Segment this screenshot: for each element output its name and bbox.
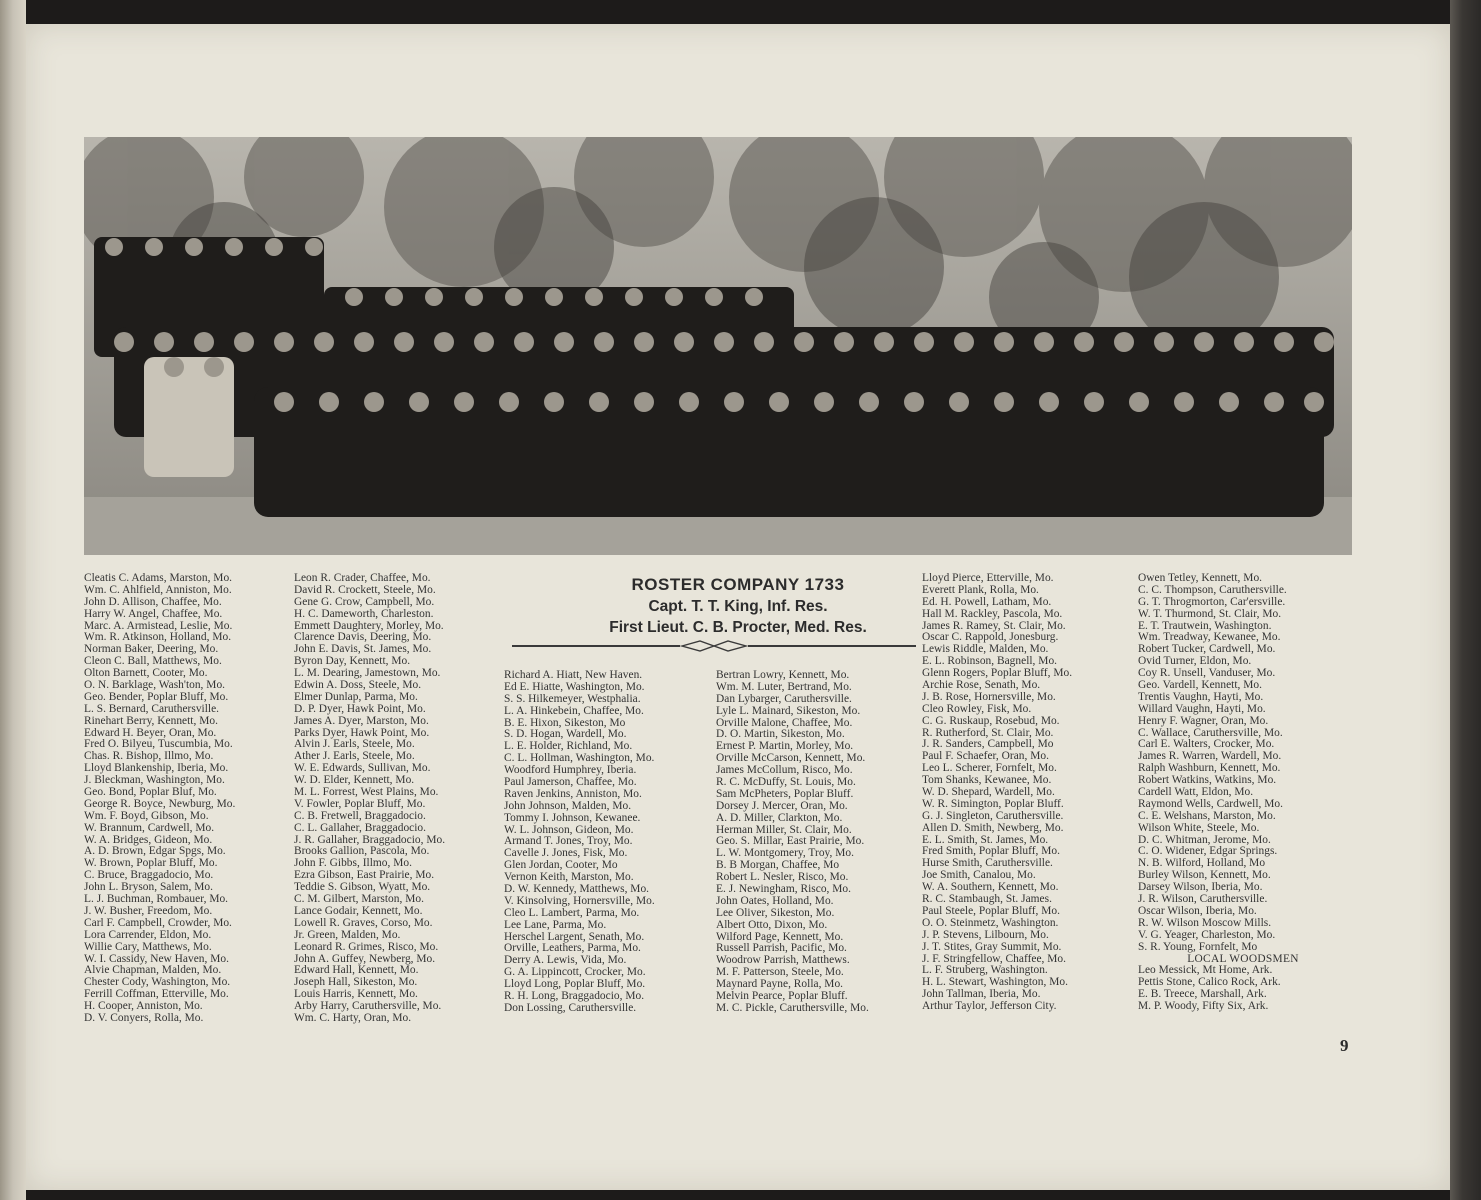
roster-entry: Alvin J. Earls, Steele, Mo. — [294, 739, 415, 751]
roster-entry: L. E. Holder, Richland, Mo. — [504, 741, 633, 753]
roster-entry: Bertran Lowry, Kennett, Mo. — [716, 670, 850, 681]
roster-entry: Chas. R. Bishop, Illmo, Mo. — [84, 751, 214, 763]
roster-entry: Brooks Gallion, Pascola, Mo. — [294, 846, 430, 858]
roster-entry: Fred O. Bilyeu, Tuscumbia, Mo. — [84, 739, 233, 751]
roster-entry: A. D. Brown, Edgar Spgs, Mo. — [84, 846, 226, 858]
roster-entry: Ezra Gibson, East Prairie, Mo. — [294, 870, 435, 882]
roster-entry: J. R. Sanders, Campbell, Mo — [922, 739, 1054, 751]
roster-entry: John L. Bryson, Salem, Mo. — [84, 882, 213, 894]
roster-entry: Ovid Turner, Eldon, Mo. — [1138, 656, 1252, 668]
roster-entry: Pettis Stone, Calico Rock, Ark. — [1138, 977, 1281, 989]
roster-entry: E. L. Robinson, Bagnell, Mo. — [922, 656, 1058, 668]
roster-entry: Harry W. Angel, Chaffee, Mo. — [84, 608, 223, 620]
roster-entry: D. O. Martin, Sikeston, Mo. — [716, 729, 845, 741]
roster-entry: M. L. Forrest, West Plains, Mo. — [294, 787, 439, 799]
roster-entry: Orville McCarson, Kennett, Mo. — [716, 753, 866, 765]
roster-entry: Cleo L. Lambert, Parma, Mo. — [504, 907, 640, 919]
roster-entry: Coy R. Unsell, Vanduser, Mo. — [1138, 668, 1276, 680]
ornamental-rule — [510, 640, 918, 652]
roster-entry: Wm. M. Luter, Bertrand, Mo. — [716, 681, 852, 693]
roster-entry: Dan Lybarger, Caruthersville. — [716, 693, 852, 705]
roster-entry: J. F. Stringfellow, Chaffee, Mo. — [922, 953, 1066, 965]
roster-entry: D. C. Whitman, Jerome, Mo. — [1138, 834, 1271, 846]
roster-entry: J. P. Stevens, Lilbourn, Mo. — [922, 929, 1049, 941]
roster-entry: D. V. Conyers, Rolla, Mo. — [84, 1012, 204, 1024]
roster-entry: C. L. Gallaher, Braggadocio. — [294, 822, 427, 834]
roster-entry: N. B. Wilford, Holland, Mo — [1138, 858, 1266, 870]
roster-entry: Wm. C. Harty, Oran, Mo. — [294, 1012, 412, 1024]
roster-entry: D. W. Kennedy, Matthews, Mo. — [504, 884, 650, 896]
roster-entry: Rinehart Berry, Kennett, Mo. — [84, 715, 218, 727]
roster-entry: Robert Watkins, Watkins, Mo. — [1138, 775, 1277, 787]
roster-column-5 — [922, 573, 1136, 1013]
roster-entry: Raven Jenkins, Anniston, Mo. — [504, 788, 642, 800]
roster-entry: John Oates, Holland, Mo. — [716, 895, 834, 907]
roster-entry: Edward Hall, Kennett, Mo. — [294, 965, 419, 977]
roster-entry: Armand T. Jones, Troy, Mo. — [504, 836, 633, 848]
roster-entry: G. A. Lippincott, Crocker, Mo. — [504, 967, 646, 979]
roster-entry: W. I. Cassidy, New Haven, Mo. — [84, 953, 229, 965]
roster-entry: Emmett Daughtery, Morley, Mo. — [294, 620, 444, 632]
roster-entry: Melvin Pearce, Poplar Bluff. — [716, 991, 848, 1003]
roster-entry: J. Bleckman, Washington, Mo. — [84, 775, 225, 787]
group-photo-illustration — [84, 137, 1352, 555]
roster-entry: M. F. Patterson, Steele, Mo. — [716, 967, 844, 979]
roster-entry: Oscar Wilson, Iberia, Mo. — [1138, 905, 1257, 917]
roster-entry: Owen Tetley, Kennett, Mo. — [1138, 573, 1263, 584]
roster-entry: C. M. Gilbert, Marston, Mo. — [294, 894, 424, 906]
roster-entry: Wilford Page, Kennett, Mo. — [716, 931, 844, 943]
roster-entry: Darsey Wilson, Iberia, Mo. — [1138, 882, 1263, 894]
roster-entry: Lloyd Pierce, Etterville, Mo. — [922, 573, 1054, 584]
roster-entry: W. D. Elder, Kennett, Mo. — [294, 775, 415, 787]
roster-entry: B. B Morgan, Chaffee, Mo — [716, 860, 840, 872]
roster-entry: C. Bruce, Braggadocio, Mo. — [84, 870, 214, 882]
roster-entry: Wm. R. Atkinson, Holland, Mo. — [84, 632, 232, 644]
roster-entry: Russell Parrish, Pacific, Mo. — [716, 943, 847, 955]
roster-entry: Albert Otto, Dixon, Mo. — [716, 919, 828, 931]
roster-subheading: LOCAL WOODSMEN — [1187, 953, 1299, 965]
roster-entry: James A. Dyer, Marston, Mo. — [294, 715, 429, 727]
roster-entry: B. E. Hixon, Sikeston, Mo — [504, 717, 626, 729]
roster-entry: O. O. Steinmetz, Washington. — [922, 917, 1059, 929]
roster-entry: L. F. Struberg, Washington. — [922, 965, 1048, 977]
roster-entry: Wm. F. Boyd, Gibson, Mo. — [84, 810, 209, 822]
roster-entry: C. E. Welshans, Marston, Mo. — [1138, 810, 1276, 822]
roster-entry: James R. Warren, Wardell, Mo. — [1138, 751, 1282, 763]
roster-entry: L. A. Hinkebein, Chaffee, Mo. — [504, 705, 644, 717]
roster-entry: W. A. Southern, Kennett, Mo. — [922, 882, 1059, 894]
roster-entry: Tommy I. Johnson, Kewanee. — [504, 812, 641, 824]
roster-entry: C. G. Ruskaup, Rosebud, Mo. — [922, 715, 1060, 727]
roster-entry: Lloyd Long, Poplar Bluff, Mo. — [504, 979, 646, 991]
roster-entry: Alvie Chapman, Malden, Mo. — [84, 965, 222, 977]
roster-entry: R. H. Long, Braggadocio, Mo. — [504, 991, 645, 1003]
roster-entry: S. R. Young, Fornfelt, Mo — [1138, 941, 1258, 953]
roster-entry: Wilson White, Steele, Mo. — [1138, 822, 1260, 834]
roster-entry: C. Wallace, Caruthersville, Mo. — [1138, 727, 1283, 739]
roster-entry: Arby Harry, Caruthersville, Mo. — [294, 1001, 442, 1013]
roster-entry: Everett Plank, Rolla, Mo. — [922, 584, 1039, 596]
roster-entry: Parks Dyer, Hawk Point, Mo. — [294, 727, 430, 739]
roster-entry: E. B. Treece, Marshall, Ark. — [1138, 989, 1267, 1001]
roster-column-3 — [504, 670, 714, 1015]
roster-entry: Teddie S. Gibson, Wyatt, Mo. — [294, 882, 431, 894]
roster-entry: Dorsey J. Mercer, Oran, Mo. — [716, 800, 848, 812]
roster-entry: J. R. Wilson, Caruthersville. — [1138, 894, 1268, 906]
roster-entry: E. J. Newingham, Risco, Mo. — [716, 884, 852, 896]
roster-entry: A. D. Miller, Clarkton, Mo. — [716, 812, 843, 824]
roster-entry: Olton Barnett, Cooter, Mo. — [84, 668, 208, 680]
roster-entry: Elmer Dunlap, Parma, Mo. — [294, 691, 418, 703]
roster-entry: Geo. Bond, Poplar Bluf, Mo. — [84, 787, 217, 799]
roster-entry: Carl E. Walters, Crocker, Mo. — [1138, 739, 1275, 751]
roster-entry: Leonard R. Grimes, Risco, Mo. — [294, 941, 439, 953]
roster-entry: W. R. Simington, Poplar Bluff. — [922, 798, 1064, 810]
roster-entry: Don Lossing, Caruthersville. — [504, 1002, 637, 1014]
roster-entry: Herschel Largent, Senath, Mo. — [504, 931, 645, 943]
roster-entry: Wm. C. Ahlfield, Anniston, Mo. — [84, 584, 232, 596]
roster-entry: W. Brown, Poplar Bluff, Mo. — [84, 858, 218, 870]
roster-entry: Byron Day, Kennett, Mo. — [294, 656, 411, 668]
roster-entry: Lewis Riddle, Malden, Mo. — [922, 644, 1049, 656]
roster-column-6 — [1138, 573, 1348, 1013]
roster-entry: H. C. Dameworth, Charleston. — [294, 608, 434, 620]
roster-entry: Norman Baker, Deering, Mo. — [84, 644, 219, 656]
roster-entry: Lloyd Blankenship, Iberia, Mo. — [84, 763, 229, 775]
roster-entry: Cavelle J. Jones, Fisk, Mo. — [504, 848, 628, 860]
roster-column-1 — [84, 573, 292, 1025]
roster-entry: Marc. A. Armistead, Leslie, Mo. — [84, 620, 233, 632]
roster-entry: Leo Messick, Mt Home, Ark. — [1138, 965, 1273, 977]
roster-entry: O. N. Barklage, Wash'ton, Mo. — [84, 680, 226, 692]
roster-entry: Edwin A. Doss, Steele, Mo. — [294, 680, 422, 692]
roster-entry: Woodford Humphrey, Iberia. — [504, 765, 637, 777]
roster-entry: Leon R. Crader, Chaffee, Mo. — [294, 573, 431, 584]
roster-entry: R. Rutherford, St. Clair, Mo. — [922, 727, 1054, 739]
roster-entry: M. P. Woody, Fifty Six, Ark. — [1138, 1001, 1269, 1013]
roster-entry: Geo. Vardell, Kennett, Mo. — [1138, 680, 1262, 692]
roster-entry: Derry A. Lewis, Vida, Mo. — [504, 955, 627, 967]
roster-entry: James McCollum, Risco, Mo. — [716, 765, 853, 777]
roster-entry: Fred Smith, Poplar Bluff, Mo. — [922, 846, 1061, 858]
roster-entry: Trentis Vaughn, Hayti, Mo. — [1138, 691, 1264, 703]
roster-entry: Gene G. Crow, Campbell, Mo. — [294, 596, 435, 608]
roster-entry: Cleo Rowley, Fisk, Mo. — [922, 703, 1032, 715]
roster-entry: Tom Shanks, Kewanee, Mo. — [922, 775, 1052, 787]
roster-entry: Hall M. Rackley, Pascola, Mo. — [922, 608, 1063, 620]
roster-entry: C. C. Thompson, Caruthersville. — [1138, 584, 1287, 596]
roster-entry: Robert L. Nesler, Risco, Mo. — [716, 872, 849, 884]
roster-entry: Ferrill Coffman, Etterville, Mo. — [84, 989, 229, 1001]
roster-entry: Herman Miller, St. Clair, Mo. — [716, 824, 852, 836]
roster-entry: Cardell Watt, Eldon, Mo. — [1138, 787, 1254, 799]
roster-entry: J. B. Rose, Hornersville, Mo. — [922, 691, 1056, 703]
roster-entry: W. T. Thurmond, St. Clair, Mo. — [1138, 608, 1282, 620]
roster-entry: Ather J. Earls, Steele, Mo. — [294, 751, 415, 763]
roster-entry: Glen Jordan, Cooter, Mo — [504, 860, 618, 872]
roster-entry: Glenn Rogers, Poplar Bluff, Mo. — [922, 668, 1073, 680]
roster-entry: Allen D. Smith, Newberg, Mo. — [922, 822, 1064, 834]
roster-entry: C. L. Hollman, Washington, Mo. — [504, 753, 655, 765]
roster-entry: R. C. Stambaugh, St. James. — [922, 894, 1052, 906]
roster-entry: R. C. McDuffy, St. Louis, Mo. — [716, 777, 856, 789]
roster-entry: L. M. Dearing, Jamestown, Mo. — [294, 668, 441, 680]
roster-entry: Willie Cary, Matthews, Mo. — [84, 941, 212, 953]
roster-entry: David R. Crockett, Steele, Mo. — [294, 584, 436, 596]
roster-entry: John Tallman, Iberia, Mo. — [922, 989, 1041, 1001]
roster-entry: Vernon Keith, Marston, Mo. — [504, 872, 634, 884]
roster-entry: S. D. Hogan, Wardell, Mo. — [504, 729, 627, 741]
roster-entry: W. Brannum, Cardwell, Mo. — [84, 822, 215, 834]
roster-entry: Leo L. Scherer, Fornfelt, Mo. — [922, 763, 1057, 775]
roster-entry: V. G. Yeager, Charleston, Mo. — [1138, 929, 1276, 941]
roster-entry: Oscar C. Rappold, Jonesburg. — [922, 632, 1059, 644]
roster-entry: D. P. Dyer, Hawk Point, Mo. — [294, 703, 426, 715]
group-photograph — [84, 137, 1352, 555]
roster-entry: Ralph Washburn, Kennett, Mo. — [1138, 763, 1281, 775]
roster-entry: S. S. Hilkemeyer, Westphalia. — [504, 693, 641, 705]
roster-entry: James R. Ramey, St. Clair, Mo. — [922, 620, 1066, 632]
roster-entry: Arthur Taylor, Jefferson City. — [922, 1001, 1057, 1013]
roster-entry: G. J. Singleton, Caruthersville. — [922, 810, 1064, 822]
roster-entry: W. D. Shepard, Wardell, Mo. — [922, 787, 1055, 799]
roster-entry: Robert Tucker, Cardwell, Mo. — [1138, 644, 1276, 656]
roster-entry: Carl F. Campbell, Crowder, Mo. — [84, 917, 232, 929]
roster-entry: W. A. Bridges, Gideon, Mo. — [84, 834, 213, 846]
roster-entry: Henry F. Wagner, Oran, Mo. — [1138, 715, 1269, 727]
roster-entry: Cleatis C. Adams, Marston, Mo. — [84, 573, 233, 584]
page-number: 9 — [1340, 1036, 1349, 1055]
roster-entry: Lance Godair, Kennett, Mo. — [294, 905, 423, 917]
roster-entry: H. L. Stewart, Washington, Mo. — [922, 977, 1068, 989]
roster-entry: E. L. Smith, St. James, Mo. — [922, 834, 1049, 846]
roster-entry: M. C. Pickle, Caruthersville, Mo. — [716, 1002, 869, 1014]
binding-gutter — [0, 0, 26, 1200]
roster-entry: W. E. Edwards, Sullivan, Mo. — [294, 763, 431, 775]
roster-title: ROSTER COMPANY 1733 — [631, 575, 845, 594]
roster-heading — [536, 574, 940, 638]
roster-entry: L. S. Bernard, Caruthersville. — [84, 703, 220, 715]
roster-entry: Cleon C. Ball, Matthews, Mo. — [84, 656, 222, 668]
captain-line: Capt. T. T. King, Inf. Res. — [648, 598, 828, 615]
roster-entry: J. W. Busher, Freedom, Mo. — [84, 905, 213, 917]
roster-entry: E. T. Trautwein, Washington. — [1138, 620, 1272, 632]
roster-entry: Lee Lane, Parma, Mo. — [504, 919, 607, 931]
roster-entry: W. L. Johnson, Gideon, Mo. — [504, 824, 634, 836]
roster-entry: Lowell R. Graves, Corso, Mo. — [294, 917, 433, 929]
roster-entry: J. T. Stites, Gray Summit, Mo. — [922, 941, 1062, 953]
roster-entry: John Johnson, Malden, Mo. — [504, 800, 632, 812]
roster-entry: Ed E. Hiatte, Washington, Mo. — [504, 681, 645, 693]
lieutenant-line: First Lieut. C. B. Procter, Med. Res. — [609, 619, 867, 636]
roster-entry: Paul Steele, Poplar Bluff, Mo. — [922, 905, 1061, 917]
roster-entry: Ernest P. Martin, Morley, Mo. — [716, 741, 854, 753]
roster-entry: Richard A. Hiatt, New Haven. — [504, 670, 643, 681]
roster-entry: Ed. H. Powell, Latham, Mo. — [922, 596, 1052, 608]
roster-entry: Woodrow Parrish, Matthews. — [716, 955, 850, 967]
roster-entry: Paul Jamerson, Chaffee, Mo. — [504, 777, 637, 789]
roster-entry: J. R. Gallaher, Braggadocio, Mo. — [294, 834, 446, 846]
roster-column-4 — [716, 670, 922, 1015]
roster-entry: C. O. Widener, Edgar Springs. — [1138, 846, 1278, 858]
roster-entry: Sam McPheters, Poplar Bluff. — [716, 788, 854, 800]
roster-entry: Lee Oliver, Sikeston, Mo. — [716, 907, 835, 919]
roster-entry: Lora Carrender, Eldon, Mo. — [84, 929, 212, 941]
roster-entry: Clarence Davis, Deering, Mo. — [294, 632, 432, 644]
roster-entry: L. W. Montgomery, Troy, Mo. — [716, 848, 854, 860]
roster-entry: Geo. Bender, Poplar Bluff, Mo. — [84, 691, 229, 703]
roster-entry: G. T. Throgmorton, Car'ersville. — [1138, 596, 1286, 608]
roster-entry: John E. Davis, St. James, Mo. — [294, 644, 432, 656]
roster-entry: V. Fowler, Poplar Bluff, Mo. — [294, 798, 426, 810]
roster-entry: Joseph Hall, Sikeston, Mo. — [294, 977, 418, 989]
roster-entry: Maynard Payne, Rolla, Mo. — [716, 979, 844, 991]
roster-entry: Burley Wilson, Kennett, Mo. — [1138, 870, 1271, 882]
roster-entry: Chester Cody, Washington, Mo. — [84, 977, 231, 989]
roster-entry: John F. Gibbs, Illmo, Mo. — [294, 858, 412, 870]
roster-entry: Willard Vaughn, Hayti, Mo. — [1138, 703, 1266, 715]
roster-entry: Hurse Smith, Caruthersville. — [922, 858, 1053, 870]
roster-entry: R. W. Wilson Moscow Mills. — [1138, 917, 1272, 929]
roster-entry: George R. Boyce, Newburg, Mo. — [84, 798, 236, 810]
roster-entry: Orville, Leathers, Parma, Mo. — [504, 943, 641, 955]
roster-entry: Louis Harris, Kennett, Mo. — [294, 989, 418, 1001]
roster-entry: L. J. Buchman, Rombauer, Mo. — [84, 894, 229, 906]
roster-entry: John D. Allison, Chaffee, Mo. — [84, 596, 222, 608]
page-edge-shadow — [1450, 0, 1481, 1200]
roster-column-2 — [294, 573, 504, 1025]
roster-entry: Orville Malone, Chaffee, Mo. — [716, 717, 853, 729]
roster-entry: John A. Guffey, Newberg, Mo. — [294, 953, 436, 965]
roster-entry: V. Kinsolving, Hornersville, Mo. — [504, 895, 655, 907]
roster-entry: Lyle L. Mainard, Sikeston, Mo. — [716, 705, 861, 717]
roster-entry: Geo. S. Millar, East Prairie, Mo. — [716, 836, 865, 848]
roster-entry: Edward H. Beyer, Oran, Mo. — [84, 727, 217, 739]
roster-entry: Paul F. Schaefer, Oran, Mo. — [922, 751, 1049, 763]
roster-entry: H. Cooper, Anniston, Mo. — [84, 1001, 203, 1013]
roster-entry: Joe Smith, Canalou, Mo. — [922, 870, 1036, 882]
roster-entry: Raymond Wells, Cardwell, Mo. — [1138, 798, 1283, 810]
roster-entry: Jr. Green, Malden, Mo. — [294, 929, 401, 941]
roster-entry: Archie Rose, Senath, Mo. — [922, 680, 1041, 692]
roster-entry: Wm. Treadway, Kewanee, Mo. — [1138, 632, 1281, 644]
roster-entry: C. B. Fretwell, Braggadocio. — [294, 810, 426, 822]
